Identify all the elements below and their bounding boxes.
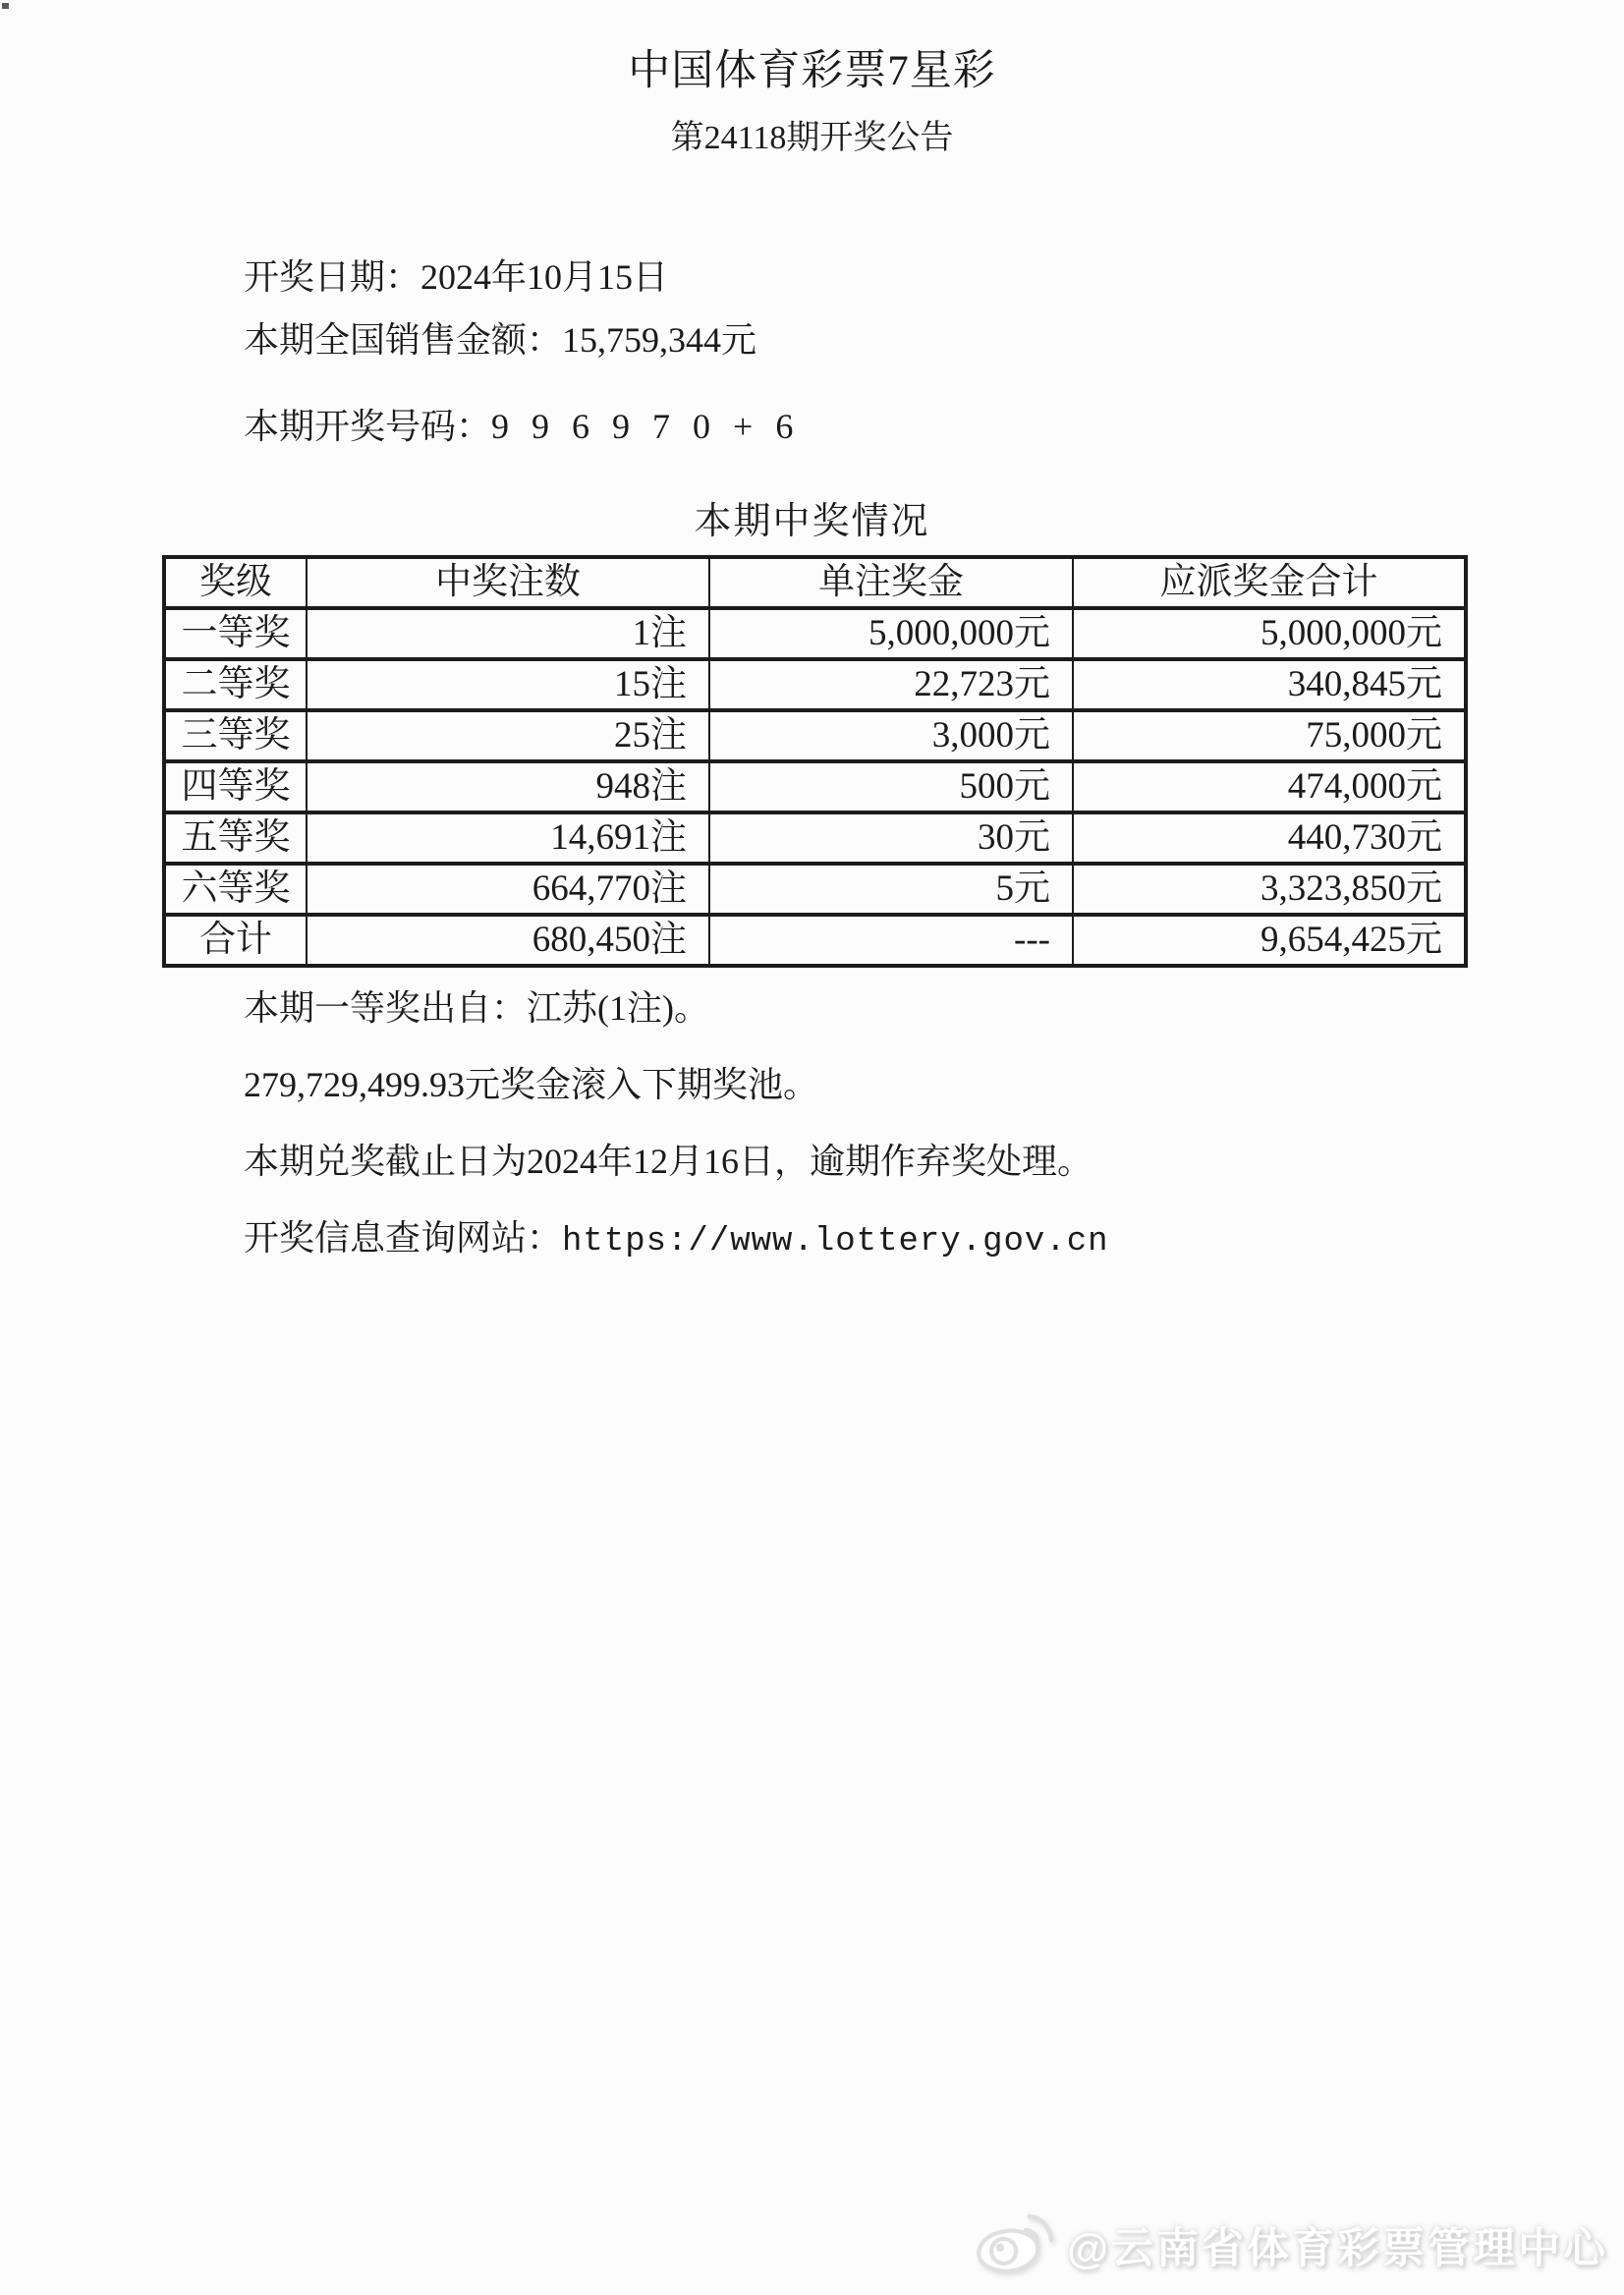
page-subtitle: 第24118期开奖公告 (670, 120, 954, 156)
winning-numbers-line (244, 399, 800, 449)
col-header-prize-level: 奖级 (164, 557, 307, 608)
winning-numbers-value: 9 9 6 9 7 0 + 6 (491, 407, 801, 446)
page-title: 中国体育彩票7星彩 (628, 48, 996, 94)
section-title: 本期中奖情况 (694, 501, 930, 542)
weibo-icon (973, 2208, 1053, 2283)
col-header-winning-count: 中奖注数 (307, 557, 709, 608)
total-prize-cell: 75,000元 (1073, 710, 1466, 761)
total-prize-cell: 3,323,850元 (1073, 864, 1466, 915)
table-row-total (164, 915, 1466, 966)
scan-artifact (2, 3, 9, 9)
prize-level-cell: 二等奖 (164, 659, 307, 710)
single-prize-cell: 500元 (709, 761, 1073, 812)
total-prize-cell: 474,000元 (1073, 761, 1466, 812)
watermark-text: @云南省体育彩票管理中心 (1067, 2225, 1608, 2272)
single-prize-cell: 5,000,000元 (709, 608, 1073, 659)
first-prize-region-note: 本期一等奖出自：江苏(1注)。 (244, 988, 709, 1028)
winning-numbers-label: 本期开奖号码： (244, 407, 492, 446)
winning-count-cell: 14,691注 (307, 812, 709, 864)
total-prize-cell: 340,845元 (1073, 659, 1466, 710)
single-prize-cell: 5元 (709, 864, 1073, 915)
winning-count-cell: 25注 (307, 710, 709, 761)
winning-count-cell: 15注 (307, 659, 709, 710)
single-prize-cell: 3,000元 (709, 710, 1073, 761)
watermark (973, 2208, 1608, 2283)
table-row-first-prize (164, 608, 1466, 659)
prize-level-cell: 六等奖 (164, 864, 307, 915)
col-header-single-prize: 单注奖金 (709, 557, 1073, 608)
table-row-sixth-prize (164, 864, 1466, 915)
winning-count-cell: 1注 (307, 608, 709, 659)
table-row-fourth-prize (164, 761, 1466, 812)
website-note (244, 1210, 1109, 1260)
redeem-deadline-note: 本期兑奖截止日为2024年12月16日，逾期作弃奖处理。 (244, 1142, 1093, 1181)
rollover-note: 279,729,499.93元奖金滚入下期奖池。 (244, 1065, 819, 1104)
single-prize-cell: 30元 (709, 812, 1073, 864)
total-prize-cell: 5,000,000元 (1073, 608, 1466, 659)
prize-level-cell: 四等奖 (164, 761, 307, 812)
prize-level-cell: 三等奖 (164, 710, 307, 761)
total-prize-cell: 9,654,425元 (1073, 915, 1466, 966)
table-header-row (164, 557, 1466, 608)
total-prize-cell: 440,730元 (1073, 812, 1466, 864)
winning-count-cell: 680,450注 (307, 915, 709, 966)
draw-date-line: 开奖日期：2024年10月15日 (244, 257, 669, 297)
table-row-fifth-prize (164, 812, 1466, 864)
sales-amount-line: 本期全国销售金额：15,759,344元 (244, 320, 757, 360)
website-url: https://www.lottery.gov.cn (562, 1223, 1109, 1260)
table-row-third-prize (164, 710, 1466, 761)
winning-count-cell: 948注 (307, 761, 709, 812)
table-row-second-prize (164, 659, 1466, 710)
prize-level-cell: 五等奖 (164, 812, 307, 864)
prize-table (162, 555, 1468, 968)
col-header-total-prize: 应派奖金合计 (1073, 557, 1466, 608)
single-prize-cell: 22,723元 (709, 659, 1073, 710)
winning-count-cell: 664,770注 (307, 864, 709, 915)
prize-level-cell: 一等奖 (164, 608, 307, 659)
single-prize-cell: --- (709, 915, 1073, 966)
website-label: 开奖信息查询网站： (244, 1218, 563, 1258)
prize-level-cell: 合计 (164, 915, 307, 966)
